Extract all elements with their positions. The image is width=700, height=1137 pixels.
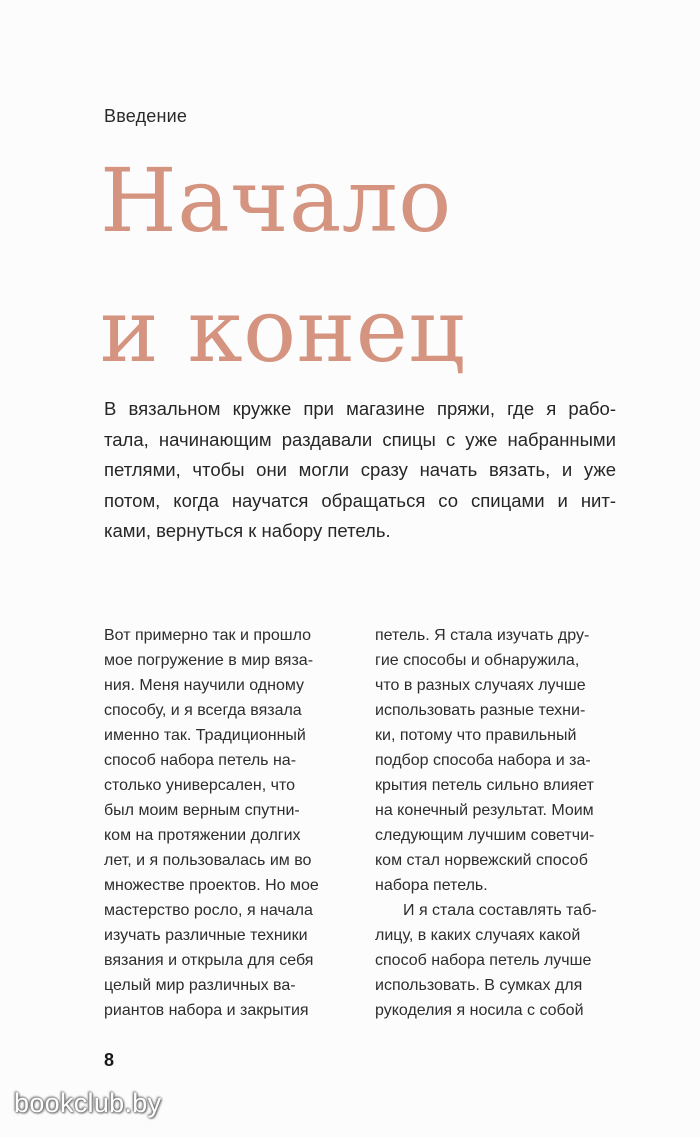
text-line: что в разных случаях лучше — [375, 677, 586, 694]
body-column-left — [104, 623, 344, 1023]
text-line: петель. Я стала изучать дру- — [375, 627, 590, 644]
text-line: был моим верным спутни- — [104, 802, 300, 819]
text-line: ком на протяжении долгих — [104, 827, 301, 844]
text-line: Вот примерно так и прошло — [104, 627, 312, 644]
page-number: 8 — [104, 1050, 115, 1070]
text-line: столько универсален, что — [104, 777, 296, 794]
lead-line: петлями, чтобы они могли сразу начать вязать, и уже — [104, 459, 616, 480]
body-column-right — [375, 623, 615, 1023]
text-line: ния. Меня научили одному — [104, 677, 305, 694]
text-line: мое погружение в мир вяза- — [104, 652, 314, 669]
text-line: крытия петель сильно влияет — [375, 777, 594, 794]
text-line: множестве проектов. Но мое — [104, 877, 319, 894]
text-line: риантов набора и закрытия — [104, 1002, 309, 1019]
text-line: вязания и открыла для себя — [104, 952, 314, 969]
text-line: мастерство росло, я начала — [104, 902, 313, 919]
text-line: изучать различные техники — [104, 927, 308, 944]
text-line: гие способы и обнаружила, — [375, 652, 580, 669]
text-line: целый мир различных ва- — [104, 977, 296, 994]
text-line: рукоделия я носила с собой — [375, 1002, 584, 1019]
lead-line: В вязальном кружке при магазине пряжи, где я рабо- — [104, 398, 616, 419]
text-line: ком стал норвежский способ — [375, 852, 588, 869]
text-line: именно так. Традиционный — [104, 727, 306, 744]
text-line: лицу, в каких случаях какой — [375, 927, 581, 944]
lead-line: ками, вернуться к набору петель. — [104, 520, 391, 541]
text-line: способ набора петель на- — [104, 752, 297, 769]
text-line: подбор способа набора и за- — [375, 752, 591, 769]
text-line: использовать. В сумках для — [375, 977, 583, 994]
chapter-title — [100, 136, 660, 396]
section-label: Введение — [104, 106, 188, 126]
text-line: на конечный результат. Моим — [375, 802, 594, 819]
lead-line: тала, начинающим раздавали спицы с уже набранными — [104, 428, 616, 450]
text-line: ки, потому что правильный — [375, 727, 577, 744]
text-line: способу, и я всегда вязала — [104, 702, 302, 719]
text-line: следующим лучшим советчи- — [375, 827, 595, 844]
lead-line: потом, когда научатся обращаться со спицами и нит- — [104, 489, 616, 511]
chapter-title-line: Начало — [100, 149, 452, 252]
text-line: использовать разные техни- — [375, 702, 586, 719]
text-line: способ набора петель лучше — [375, 952, 592, 969]
text-line: набора петель. — [375, 877, 488, 894]
text-line: И я стала составлять таб- — [403, 902, 597, 919]
chapter-title-line: и конец — [100, 279, 466, 382]
watermark: bookclub.by — [14, 1088, 162, 1118]
lead-paragraph — [104, 394, 616, 547]
text-line: лет, и я пользовалась им во — [104, 852, 312, 869]
